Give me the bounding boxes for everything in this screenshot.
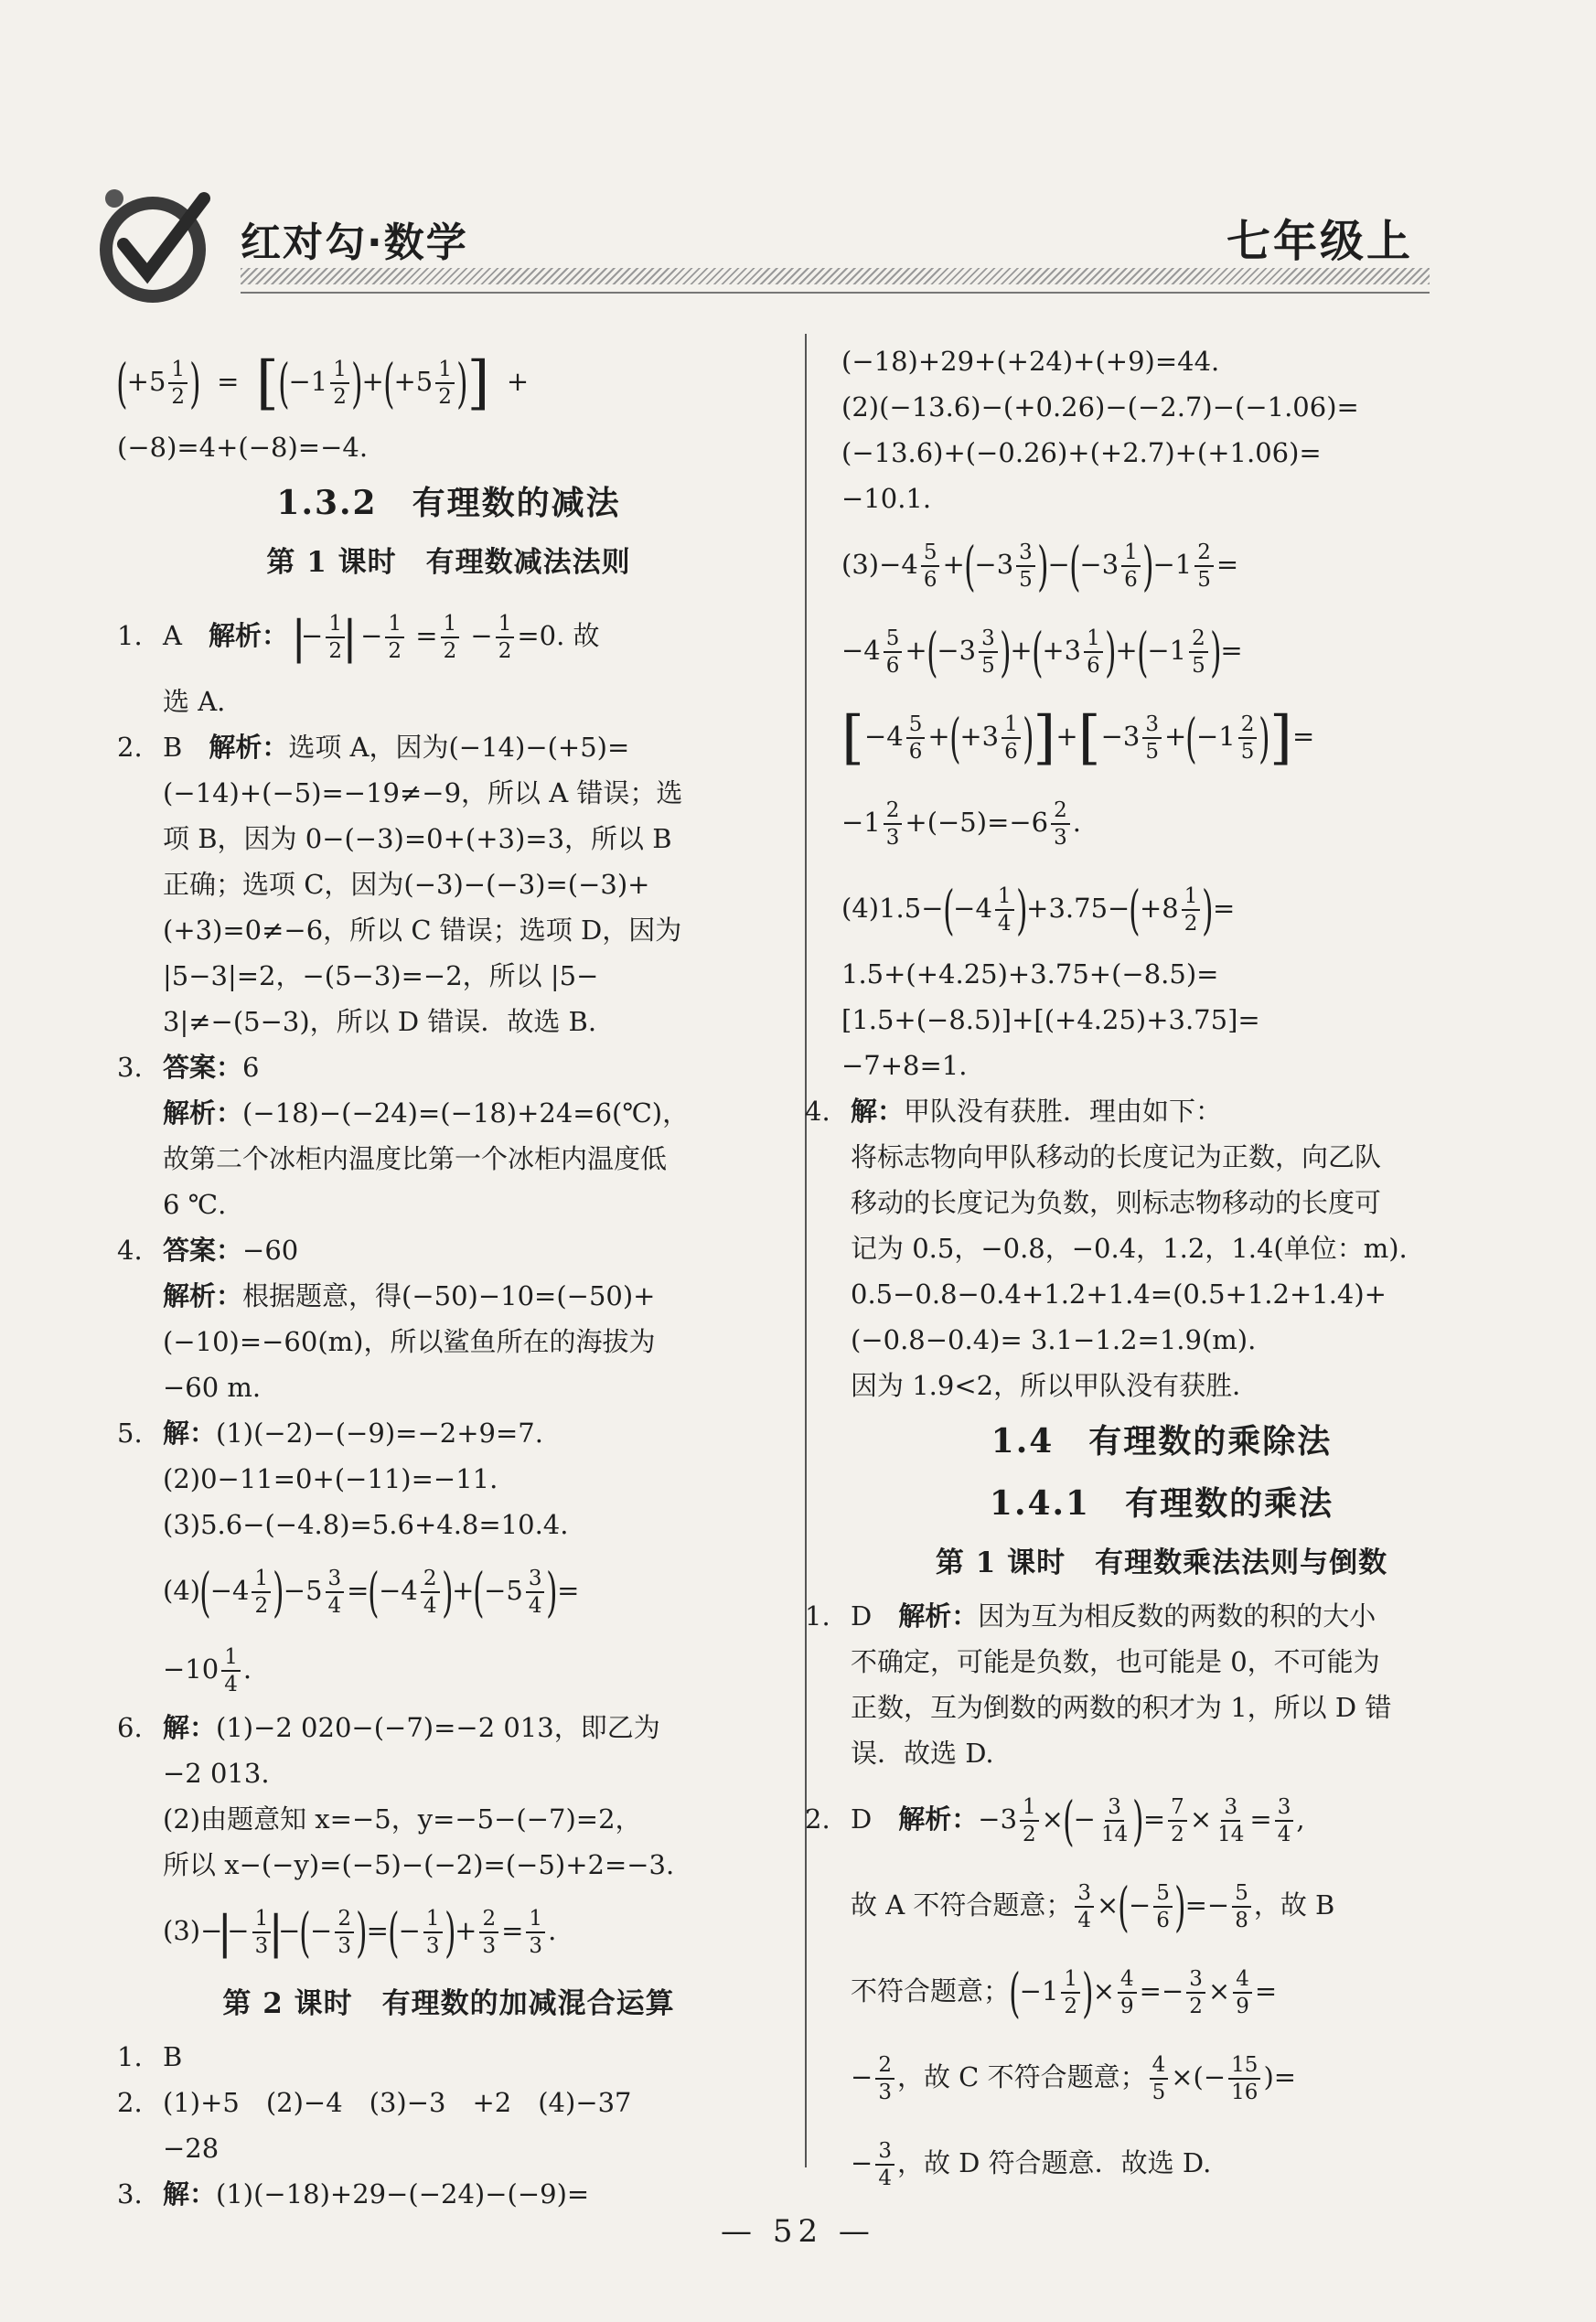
header-hatch-rule [241,268,1430,284]
text-line: (−14)+(−5)=−19≠−9，所以 A 错误；选 [163,777,683,808]
answer-1: 1. A 解析： |− $\frac{1}{2}$ | − $\frac{1}{2}$ = $\frac{1}{2}$ − $\frac{1}{2}$ =0. 故 [117,611,600,664]
text-line: −4 $\frac{5}{6}$ +(−3 $\frac{3}{5}$ )+(+3 $\frac{1}{6}$ )+(−1 $\frac{2}{5}$ )= [841,621,1243,683]
answer-2-right: 2. D 解析：−3 $\frac{1}{2}$ ×(− $\frac{3}{14}$ )= $\frac{7}{2}$ × $\frac{3}{14}$ = $\frac{3}{4}$ , [805,1790,1305,1852]
text-line: (+3)=0≠−6，所以 C 错误；选项 D，因为 [163,915,682,946]
answer-5: 5. 解：(1)(−2)−(−9)=−2+9=7. [117,1418,543,1449]
text-line: (−10)=−60(m)，所以鲨鱼所在的海拔为 [163,1326,656,1357]
text-line: (3)−4 $\frac{5}{6}$ +(−3 $\frac{3}{5}$ )−(−3 $\frac{1}{6}$ )−1 $\frac{2}{5}$ = [841,535,1239,597]
lesson-title: 第 1 课时 有理数减法法则 [266,546,631,579]
text-line: (4)(−4 $\frac{1}{2}$ )−5 $\frac{3}{4}$ =(−4 $\frac{2}{4}$ )+(−5 $\frac{3}{4}$ )= [163,1561,580,1623]
left-column: (+5 $\frac{1}{2}$ ) = [(−1 $\frac{1}{2}$ )+(+5 $\frac{1}{2}$ )] + (−8)=4+(−8)=−4. 1.3.2 有理数的减法 第 1 课时 有理数减法法则 1. A 解析： |− $\frac{1}{2}$ | − $\frac{1}{2}$ = $\frac{1}{2}$ − $\frac{1}{2}$ =0. 故 选 A. 2. B 解析：选项 A，因为(−14)−(+5)= (−14)+(−5)=−19≠−9，所以 A 错误；选 项 B，因为 0−(−3)=0+(+3)=3，所以 B 正确；选项 C，因为(−3)−(−3)=(−3)+ (+3)=0≠−6，所以 C 错误；选项 D，因为 |5−3|=2，−(5−3)=−2，所以 |5− 3|≠−(5−3)，所以 D 错误．故选 B. 3. 答案：6 解析：(−18)−(−24)=(−18)+24=6(℃)， 故第二个冰柜内温度比第一个冰柜内温度低 6 ℃. 4. 答案：−60 解析：根据题意，得(−50)−10=(−50)+ (−10)=−60(m)，所以鲨鱼所在的海拔为 −60 m. 5. 解：(1)(−2)−(−9)=−2+9=7. (2)0−11=0+(−11)=−11. (3)5.6−(−4.8)=5.6+4.8=10.4. (4)(−4 $\frac{1}{2}$ )−5 $\frac{3}{4}$ =(−4 $\frac{2}{4}$ )+(−5 $\frac{3}{4}$ )= −10 $\frac{1}{4}$ . 6. 解：(1)−2 020−(−7)=−2 013，即乙为 −2 013. (2)由题意知 x=−5，y=−5−(−7)=2， 所以 x−(−y)=(−5)−(−2)=(−5)+2=−3. (3)−|− $\frac{1}{3}$ |−(− $\frac{2}{3}$ )=(− $\frac{1}{3}$ )+ $\frac{2}{3}$ = $\frac{1}{3}$ . 第 2 课时 有理数的加减混合运算 1. B 2. (1)+5 (2)−4 (3)−3 +2 (4)−37 −28 3. 解：(1)(−18)+29−(−24)−(−9)= [117,338,780,2217]
text-line: (3)−|− $\frac{1}{3}$ |−(− $\frac{2}{3}$ )=(− $\frac{1}{3}$ )+ $\frac{2}{3}$ = $\frac{1}{3}$ . [163,1901,557,1964]
fraction: $\frac{1}{2}$ [168,357,187,410]
text-line: 所以 x−(−y)=(−5)−(−2)=(−5)+2=−3. [163,1849,675,1880]
text-line: 选 A. [163,686,226,717]
text-line: −10.1. [841,483,932,514]
text-line: (−13.6)+(−0.26)+(+2.7)+(+1.06)= [841,437,1322,468]
right-column: (−18)+29+(+24)+(+9)=44. (2)(−13.6)−(+0.26)−(−2.7)−(−1.06)= (−13.6)+(−0.26)+(+2.7)+(+1.06)= −10.1. (3)−4 $\frac{5}{6}$ +(−3 $\frac{3}{5}$ )−(−3 $\frac{1}{6}$ )−1 $\frac{2}{5}$ = −4 $\frac{5}{6}$ +(−3 $\frac{3}{5}$ )+(+3 $\frac{1}{6}$ )+(−1 $\frac{2}{5}$ )= [−4 $\frac{5}{6}$ +(+3 $\frac{1}{6}$ )]+[−3 $\frac{3}{5}$ +(−1 $\frac{2}{5}$ )]= −1 $\frac{2}{3}$ +(−5)=−6 $\frac{2}{3}$ . (4)1.5−(−4 $\frac{1}{4}$ )+3.75−(+8 $\frac{1}{2}$ )= 1.5+(+4.25)+3.75+(−8.5)= [1.5+(−8.5)]+[(+4.25)+3.75]= −7+8=1. 4. 解：甲队没有获胜．理由如下： 将标志物向甲队移动的长度记为正数，向乙队 移动的长度记为负数，则标志物移动的长度可 记为 0.5，−0.8，−0.4，1.2，1.4(单位：m). 0.5−0.8−0.4+1.2+1.4=(0.5+1.2+1.4)+ (−0.8−0.4)= 3.1−1.2=1.9(m). 因为 1.9<2，所以甲队没有获胜． 1.4 有理数的乘除法 1.4.1 有理数的乘法 第 1 课时 有理数乘法法则与倒数 1. D 解析：因为互为相反数的两数的积的大小 不确定，可能是负数，也可能是 0，不可能为 正数，互为倒数的两数的积才为 1，所以 D 错 误．故选 D. 2. D 解析：−3 $\frac{1}{2}$ ×(− $\frac{3}{14}$ )= $\frac{7}{2}$ × $\frac{3}{14}$ = $\frac{3}{4}$ , 故 A 不符合题意； $\frac{3}{4}$ ×(− $\frac{5}{6}$ )=− $\frac{5}{8}$ ，故 B 不符合题意；(−1 $\frac{1}{2}$ )× $\frac{4}{9}$ =− $\frac{3}{2}$ × $\frac{4}{9}$ = − $\frac{2}{3}$ ，故 C 不符合题意； $\frac{4}{5}$ ×(− $\frac{15}{16}$ )= − $\frac{3}{4}$ ，故 D 符合题意．故选 D. [841,338,1482,2206]
text-line: 3|≠−(5−3)，所以 D 错误．故选 B. [163,1006,597,1037]
lesson-title: 第 1 课时 有理数乘法法则与倒数 [935,1546,1388,1579]
text-line: −2 013. [163,1758,270,1789]
answer-4-right: 4. 解：甲队没有获胜．理由如下： [805,1096,1223,1127]
text-line: 6 ℃. [163,1189,227,1220]
section-title: 1.3.2 有理数的减法 [276,484,621,522]
text-line: (−8)=4+(−8)=−4. [117,432,369,463]
text-line: −10 $\frac{1}{4}$ . [163,1645,252,1696]
text-line: 正确；选项 C，因为(−3)−(−3)=(−3)+ [163,869,650,900]
text-line: 项 B，因为 0−(−3)=0+(+3)=3，所以 B [163,823,672,854]
brand-title: 红对勾·数学 [241,219,468,266]
text-line: −60 m. [163,1372,262,1403]
text-line: 1.5+(+4.25)+3.75+(−8.5)= [841,958,1219,990]
continued-expression: (+5 $\frac{1}{2}$ ) = [(−1 $\frac{1}{2}$ )+(+5 $\frac{1}{2}$ )] + [116,349,530,417]
text-line: (2)0−11=0+(−11)=−11. [163,1463,498,1494]
text-line: (−18)+29+(+24)+(+9)=44. [841,346,1220,377]
page-number: — 52 — [721,2213,875,2250]
subsection-title: 1.4.1 有理数的乘法 [989,1484,1334,1523]
answer-3: 3. 答案：6 [117,1052,260,1083]
checkmark-logo-icon [87,178,224,316]
text-line: −1 $\frac{2}{3}$ +(−5)=−6 $\frac{2}{3}$ . [841,798,1081,850]
column-divider [805,334,807,2167]
text-line: |5−3|=2，−(5−3)=−2，所以 |5− [163,960,599,991]
answer-6: 6. 解：(1)−2 020−(−7)=−2 013，即乙为 [117,1712,660,1743]
answer-1-right: 1. D 解析：因为互为相反数的两数的积的大小 [805,1600,1376,1632]
text-line: [−4 $\frac{5}{6}$ +(+3 $\frac{1}{6}$ )]+[−3 $\frac{3}{5}$ +(−1 $\frac{2}{5}$ )]= [841,704,1315,772]
text-line: −28 [163,2133,220,2164]
header [87,178,1477,316]
text-line: −7+8=1. [841,1050,968,1081]
grade-label: 七年级上 [1226,216,1413,267]
text-line: (2)由题意知 x=−5，y=−5−(−7)=2， [163,1803,642,1835]
answer-2: 2. B 解析：选项 A，因为(−14)−(+5)= [117,732,630,763]
text-line: 故第二个冰柜内温度比第一个冰柜内温度低 [163,1143,668,1174]
text-line: (3)5.6−(−4.8)=5.6+4.8=10.4. [163,1509,569,1540]
section-title: 1.4 有理数的乘除法 [991,1422,1333,1461]
lesson-title: 第 2 课时 有理数的加减混合运算 [222,1987,675,2020]
text-line: (2)(−13.6)−(+0.26)−(−2.7)−(−1.06)= [841,391,1359,423]
text-line: (4)1.5−(−4 $\frac{1}{4}$ )+3.75−(+8 $\frac{1}{2}$ )= [841,879,1236,941]
text-line: [1.5+(−8.5)]+[(+4.25)+3.75]= [841,1004,1260,1035]
answer-4: 4. 答案：−60 [117,1235,299,1266]
header-rule [241,292,1430,294]
